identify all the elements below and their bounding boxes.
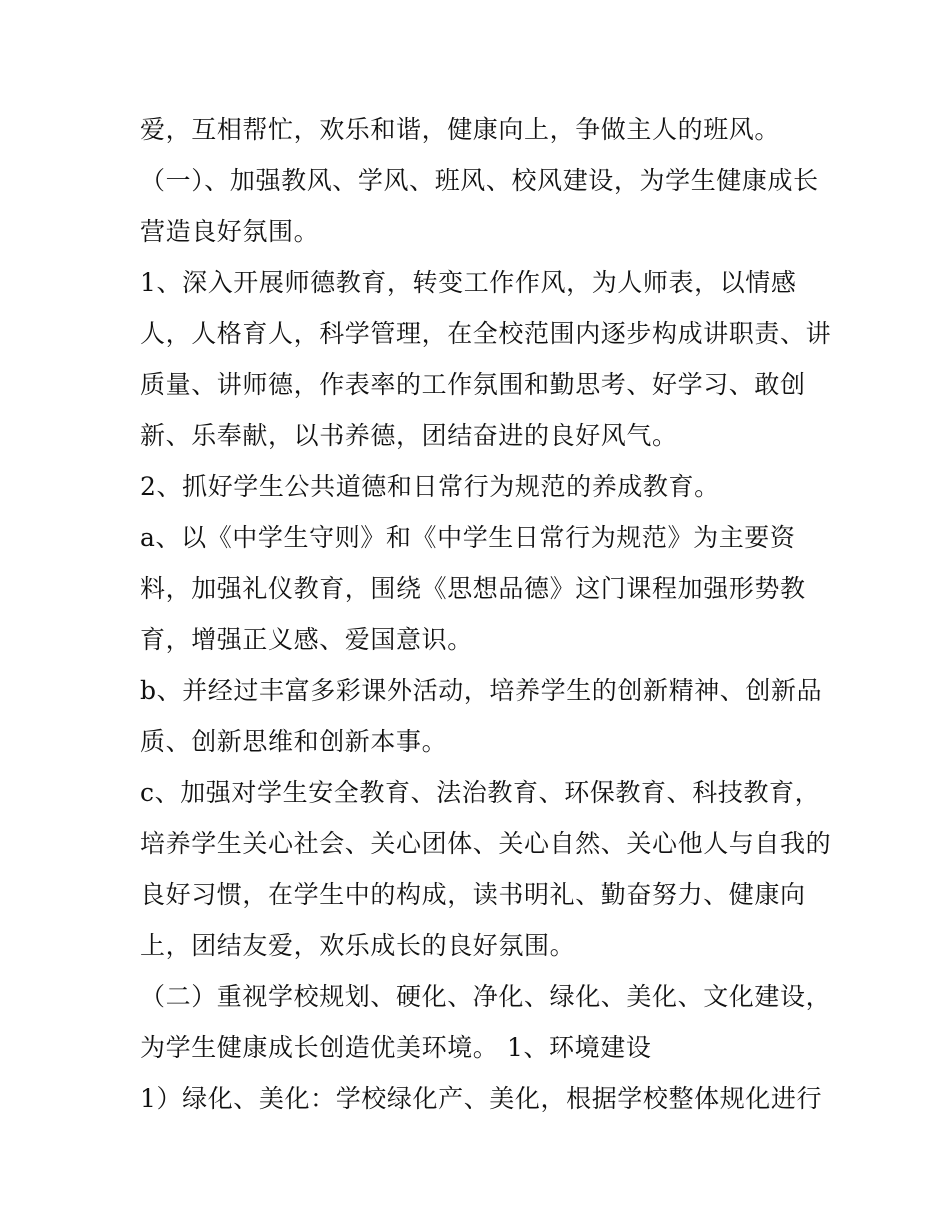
text-line: （一）、加强教风、学风、班风、校风建设，为学生健康成长 bbox=[140, 166, 819, 195]
text-line: 良好习惯，在学生中的构成，读书明礼、勤奋努力、健康向 bbox=[140, 880, 806, 909]
body-text bbox=[140, 104, 830, 1124]
text-line: 上，团结友爱，欢乐成长的良好氛围。 bbox=[140, 931, 576, 960]
text-line: 质量、讲师德，作表率的工作氛围和勤思考、好学习、敢创 bbox=[140, 370, 806, 399]
text-line: 育，增强正义感、爱国意识。 bbox=[140, 625, 473, 654]
text-line: 2、抓好学生公共道德和日常行为规范的养成教育。 bbox=[140, 472, 720, 501]
text-line: 培养学生关心社会、关心团体、关心自然、关心他人与自我的 bbox=[140, 829, 832, 858]
text-line: 爱，互相帮忙，欢乐和谐，健康向上，争做主人的班风。 bbox=[140, 115, 781, 144]
text-line: 为学生健康成长创造优美环境。 1、环境建设 bbox=[140, 1033, 652, 1062]
text-line: 营造良好氛围。 bbox=[140, 217, 320, 246]
text-line: 质、创新思维和创新本事。 bbox=[140, 727, 448, 756]
text-line: 1）绿化、美化：学校绿化产、美化，根据学校整体规化进行 bbox=[140, 1084, 823, 1113]
text-line: a、以《中学生守则》和《中学生日常行为规范》为主要资 bbox=[140, 523, 796, 552]
text-line: 1、深入开展师德教育，转变工作作风，为人师表，以情感 bbox=[140, 268, 797, 297]
text-line: 人，人格育人，科学管理，在全校范围内逐步构成讲职责、讲 bbox=[140, 319, 832, 348]
text-line: 新、乐奉献，以书养德，团结奋进的良好风气。 bbox=[140, 421, 678, 450]
text-line: 料，加强礼仪教育，围绕《思想品德》这门课程加强形势教 bbox=[140, 574, 806, 603]
text-line: （二）重视学校规划、硬化、净化、绿化、美化、文化建设， bbox=[140, 982, 832, 1011]
text-line: b、并经过丰富多彩课外活动，培养学生的创新精神、创新品 bbox=[140, 676, 823, 705]
text-line: c、加强对学生安全教育、法治教育、环保教育、科技教育， bbox=[140, 778, 821, 807]
